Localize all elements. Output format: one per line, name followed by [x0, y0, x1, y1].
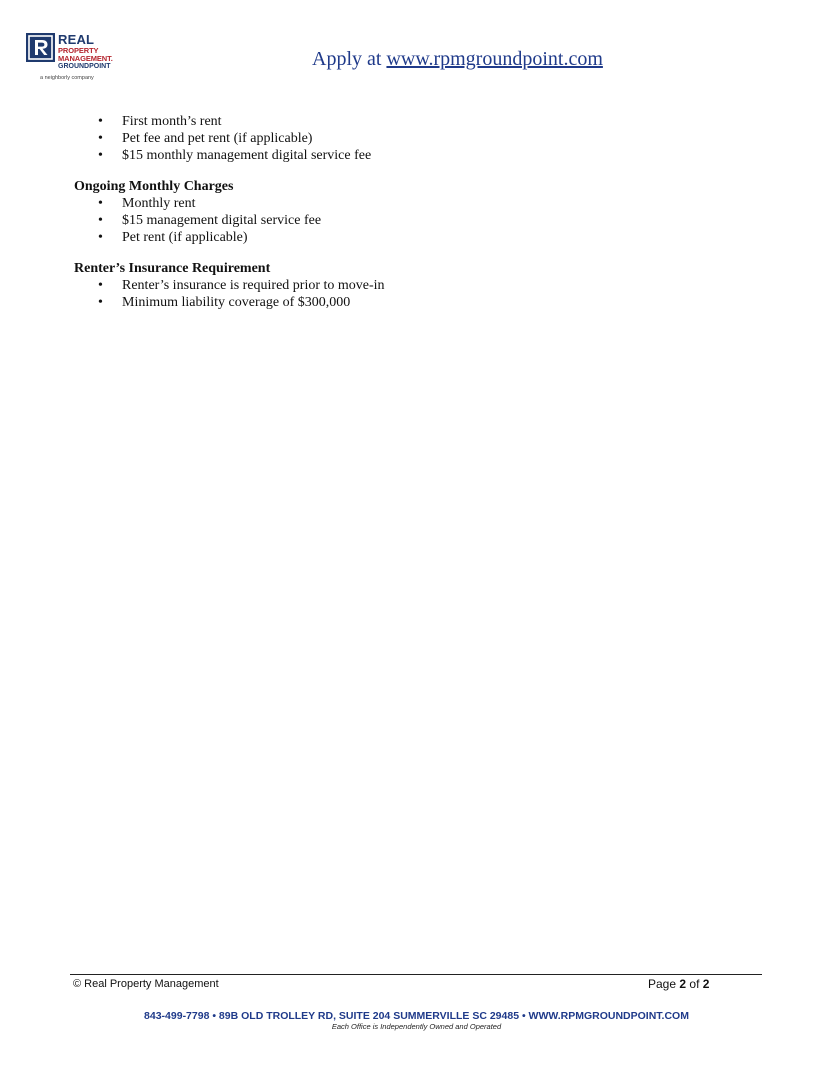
logo-tagline: a neighborly company	[40, 75, 94, 81]
list-item	[74, 113, 774, 130]
bullet-icon: •	[98, 131, 103, 146]
list-item-text: Pet rent (if applicable)	[122, 230, 248, 245]
logo-line-property: PROPERTY	[58, 46, 99, 55]
logo-wordmark	[58, 33, 113, 70]
section-heading-ongoing-monthly-charges: Ongoing Monthly Charges	[74, 179, 234, 194]
apply-heading	[312, 48, 603, 71]
list-item	[74, 212, 774, 229]
list-item	[74, 294, 774, 311]
rpm-logo-mark-icon	[26, 33, 55, 62]
logo-line-real: REAL	[58, 32, 95, 47]
bullet-icon: •	[98, 278, 103, 293]
bullet-icon: •	[98, 213, 103, 228]
apply-website-link[interactable]: www.rpmgroundpoint.com	[386, 48, 603, 70]
list-item-text: $15 management digital service fee	[122, 213, 322, 228]
list-item-text: Renter’s insurance is required prior to move-in	[122, 278, 385, 293]
list-item-text: Pet fee and pet rent (if applicable)	[122, 131, 313, 146]
list-item	[74, 229, 774, 246]
footer-divider	[70, 974, 762, 975]
bullet-icon: •	[98, 196, 103, 211]
list-item-text: First month’s rent	[122, 114, 222, 129]
list-item	[74, 277, 774, 294]
list-item	[74, 147, 774, 164]
list-item	[74, 130, 774, 147]
independently-owned-note: Each Office is Independently Owned and Operated	[331, 1022, 502, 1031]
move-in-charges-list	[74, 113, 774, 164]
page-of: of	[689, 977, 700, 991]
list-item-text: Minimum liability coverage of $300,000	[122, 295, 351, 310]
bullet-icon: •	[98, 295, 103, 310]
section-heading-renters-insurance: Renter’s Insurance Requirement	[74, 261, 271, 276]
renters-insurance-list	[74, 277, 774, 311]
logo-line-management: MANAGEMENT.	[58, 53, 113, 63]
company-logo	[26, 33, 126, 83]
apply-prefix: Apply at	[312, 48, 382, 70]
list-item	[74, 195, 774, 212]
bullet-icon: •	[98, 114, 103, 129]
page-number	[648, 977, 709, 991]
ongoing-monthly-charges-list	[74, 195, 774, 246]
page-current: 2	[679, 977, 687, 991]
page-label: Page	[648, 977, 677, 991]
bullet-icon: •	[98, 148, 103, 163]
list-item-text: Monthly rent	[122, 196, 196, 211]
list-item-text: $15 monthly management digital service fee	[122, 148, 372, 163]
copyright-notice: © Real Property Management	[73, 978, 219, 990]
document-body	[74, 113, 774, 311]
contact-line: 843-499-7798 • 89B OLD TROLLEY RD, SUITE 204 SUMMERVILLE SC 29485 • WWW.RPMGROUNDPOINT.COM	[144, 1010, 689, 1022]
page-total: 2	[702, 977, 710, 991]
bullet-icon: •	[98, 230, 103, 245]
logo-line-groundpoint: GROUNDPOINT	[58, 63, 111, 70]
